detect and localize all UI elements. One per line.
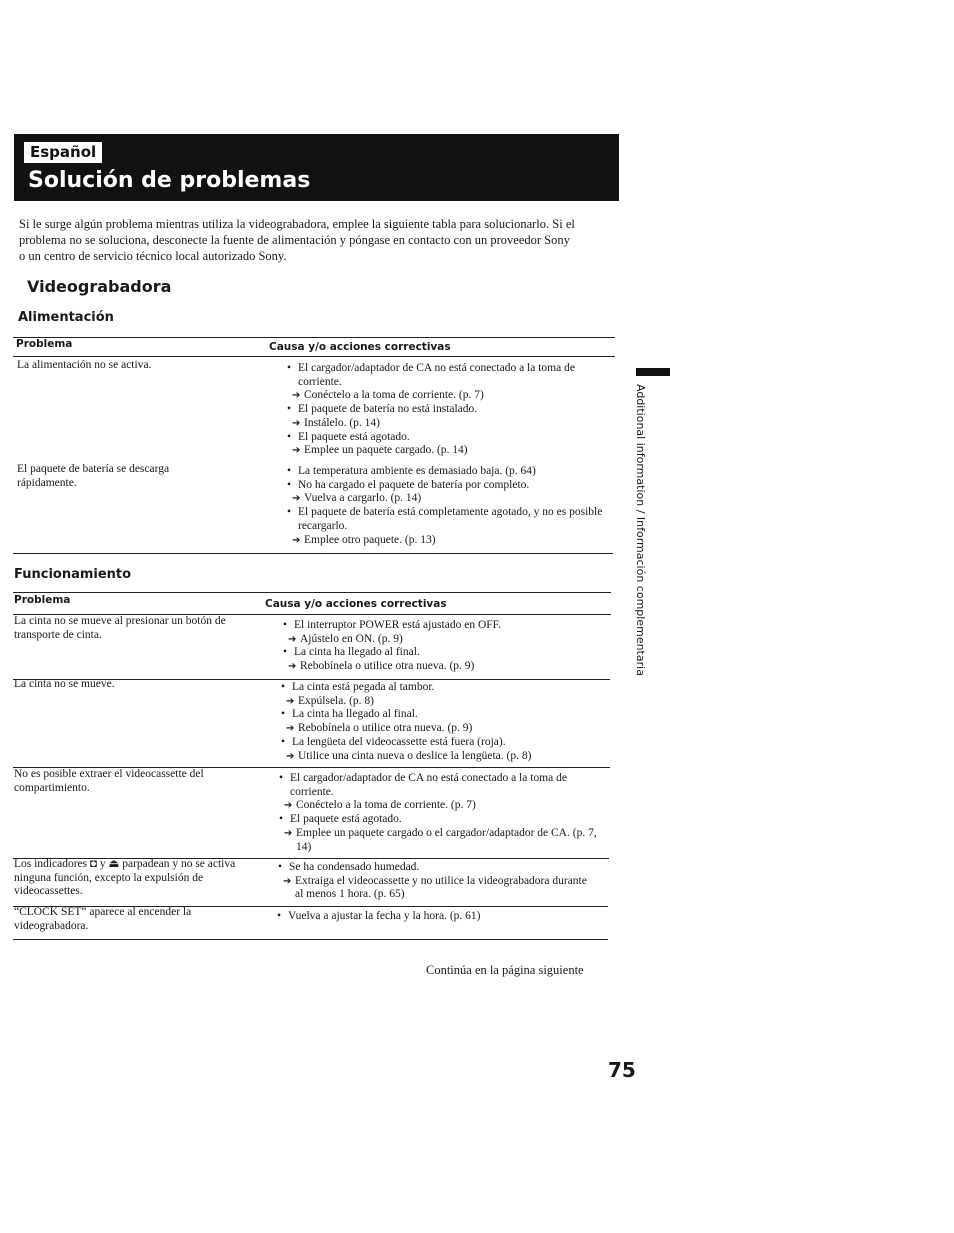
item-text: El cargador/adaptador de CA no está conectado a la toma de corriente. xyxy=(298,362,575,388)
item-text: Rebobínela o utilice otra nueva. (p. 9) xyxy=(300,660,475,673)
item-text: La cinta está pegada al tambor. xyxy=(292,681,435,693)
page-number: 75 xyxy=(608,1058,636,1082)
item-text: Instálelo. (p. 14) xyxy=(304,416,381,429)
cause-item xyxy=(276,813,600,827)
corrective-action xyxy=(278,722,600,736)
problem-cell: La cinta no se mueve. xyxy=(14,678,115,690)
item-text: Emplee un paquete cargado. (p. 14) xyxy=(304,444,468,457)
cause-item xyxy=(280,646,602,660)
corrective-action xyxy=(275,875,597,902)
column-header-problem: Problema xyxy=(16,338,73,350)
arrow-right-icon: ➔ xyxy=(292,445,301,457)
item-text: La cinta ha llegado al final. xyxy=(292,708,418,721)
section-title: Videograbadora xyxy=(27,277,172,296)
cause-item xyxy=(280,619,602,633)
corrective-action xyxy=(284,492,606,506)
cause-list xyxy=(284,362,602,458)
corrective-action xyxy=(278,695,600,709)
header-rule xyxy=(13,356,615,357)
cause-item xyxy=(284,431,602,445)
item-text: Rebobínela o utilice otra nueva. (p. 9) xyxy=(298,722,473,735)
problem-cell: La alimentación no se activa. xyxy=(17,359,152,371)
problem-cell: La cinta no se mueve al presionar un botón de transporte de cinta. xyxy=(14,615,226,641)
arrow-right-icon: ➔ xyxy=(292,493,301,505)
corrective-action xyxy=(284,534,606,548)
table-bottom-rule xyxy=(13,553,613,554)
arrow-right-icon: ➔ xyxy=(288,633,297,645)
item-text: El paquete de batería está completamente agotado, y no es posible recargarlo. xyxy=(298,506,603,532)
item-text: El interruptor POWER está ajustado en OFF. xyxy=(294,619,502,631)
arrow-right-icon: ➔ xyxy=(286,723,295,735)
item-text: Emplee otro paquete. (p. 13) xyxy=(304,533,436,546)
cause-item xyxy=(278,708,600,722)
side-tab-marker xyxy=(636,368,670,376)
arrow-right-icon: ➔ xyxy=(292,390,301,402)
corrective-action xyxy=(280,660,602,674)
arrow-right-icon: ➔ xyxy=(286,750,295,762)
cause-item xyxy=(284,506,606,533)
item-text: Ajústelo en ON. (p. 9) xyxy=(300,632,403,645)
item-text: Emplee un paquete cargado o el cargador/adaptador de CA. (p. 7, 14) xyxy=(296,826,597,853)
continue-note: Continúa en la página siguiente xyxy=(426,963,584,977)
cause-item xyxy=(284,362,602,389)
arrow-right-icon: ➔ xyxy=(292,417,301,429)
table-bottom-rule xyxy=(13,939,608,940)
arrow-right-icon: ➔ xyxy=(292,534,301,546)
column-header-cause: Causa y/o acciones correctivas xyxy=(269,341,451,353)
arrow-right-icon: ➔ xyxy=(284,800,293,812)
table-title-operation: Funcionamiento xyxy=(14,567,132,582)
item-text: Extraiga el videocassette y no utilice la videograbadora durante al menos 1 hora. (p. 65) xyxy=(295,874,587,901)
table-title-power: Alimentación xyxy=(18,310,114,325)
problem-cell: No es posible extraer el videocassette del compartimiento. xyxy=(14,768,204,794)
item-text: La temperatura ambiente es demasiado baja. (p. 64) xyxy=(298,465,536,477)
corrective-action xyxy=(284,389,602,403)
cause-item xyxy=(278,736,600,750)
item-text: El paquete está agotado. xyxy=(298,430,410,443)
arrow-right-icon: ➔ xyxy=(288,661,297,673)
item-text: El paquete de batería no está instalado. xyxy=(298,403,478,416)
cause-item xyxy=(284,479,606,493)
item-text: Conéctelo a la toma de corriente. (p. 7) xyxy=(304,389,484,402)
table-top-rule xyxy=(13,337,615,338)
cause-list xyxy=(276,772,600,854)
side-label: Additional information / Información complementaria xyxy=(634,384,647,676)
cause-list xyxy=(280,619,602,674)
cause-list xyxy=(278,681,600,763)
cause-item xyxy=(284,403,602,417)
item-text: No ha cargado el paquete de batería por completo. xyxy=(298,478,530,491)
cause-list xyxy=(274,910,596,924)
item-text: Utilice una cinta nueva o deslice la lengüeta. (p. 8) xyxy=(298,749,532,762)
problem-cell: Los indicadores ◘ y ⏏ parpadean y no se activa ninguna función, excepto la expulsión de videocassettes. xyxy=(14,858,236,898)
item-text: Expúlsela. (p. 8) xyxy=(298,694,375,707)
column-header-cause: Causa y/o acciones correctivas xyxy=(265,598,447,610)
language-badge: Español xyxy=(24,142,102,163)
page-title: Solución de problemas xyxy=(28,168,311,193)
corrective-action xyxy=(276,827,600,854)
cause-item xyxy=(278,681,600,695)
item-text: El paquete está agotado. xyxy=(290,813,402,826)
problem-cell: El paquete de batería se descarga rápidamente. xyxy=(17,463,170,489)
table-top-rule xyxy=(13,592,611,593)
corrective-action xyxy=(284,444,602,458)
cause-item xyxy=(274,910,596,924)
intro-paragraph: Si le surge algún problema mientras utiliza la videograbadora, emplee la siguiente tabla para solucionarlo. Si el problema no se soluciona, desconecte la fuente de alimentación y póngase en contacto con un proveedor Sony o un centro de servicio técnico local autorizado Sony. xyxy=(19,217,575,263)
arrow-right-icon: ➔ xyxy=(284,827,293,839)
arrow-right-icon: ➔ xyxy=(286,695,295,707)
item-text: Conéctelo a la toma de corriente. (p. 7) xyxy=(296,799,476,812)
corrective-action xyxy=(278,750,600,764)
cause-item xyxy=(284,465,606,479)
arrow-right-icon: ➔ xyxy=(283,875,292,887)
column-header-problem: Problema xyxy=(14,594,71,606)
title-banner xyxy=(14,134,619,201)
item-text: Se ha condensado humedad. xyxy=(289,861,420,873)
corrective-action xyxy=(280,633,602,647)
item-text: El cargador/adaptador de CA no está conectado a la toma de corriente. xyxy=(290,772,567,798)
item-text: Vuelva a cargarlo. (p. 14) xyxy=(304,492,422,505)
item-text: La lengüeta del videocassette está fuera (roja). xyxy=(292,735,506,748)
item-text: Vuelva a ajustar la fecha y la hora. (p. 61) xyxy=(288,910,481,922)
cause-item xyxy=(276,772,600,799)
corrective-action xyxy=(284,417,602,431)
cause-item xyxy=(275,861,597,875)
item-text: La cinta ha llegado al final. xyxy=(294,646,420,659)
problem-cell: “CLOCK SET” aparece al encender la videograbadora. xyxy=(14,906,192,932)
cause-list xyxy=(275,861,597,902)
corrective-action xyxy=(276,799,600,813)
cause-list xyxy=(284,465,606,547)
